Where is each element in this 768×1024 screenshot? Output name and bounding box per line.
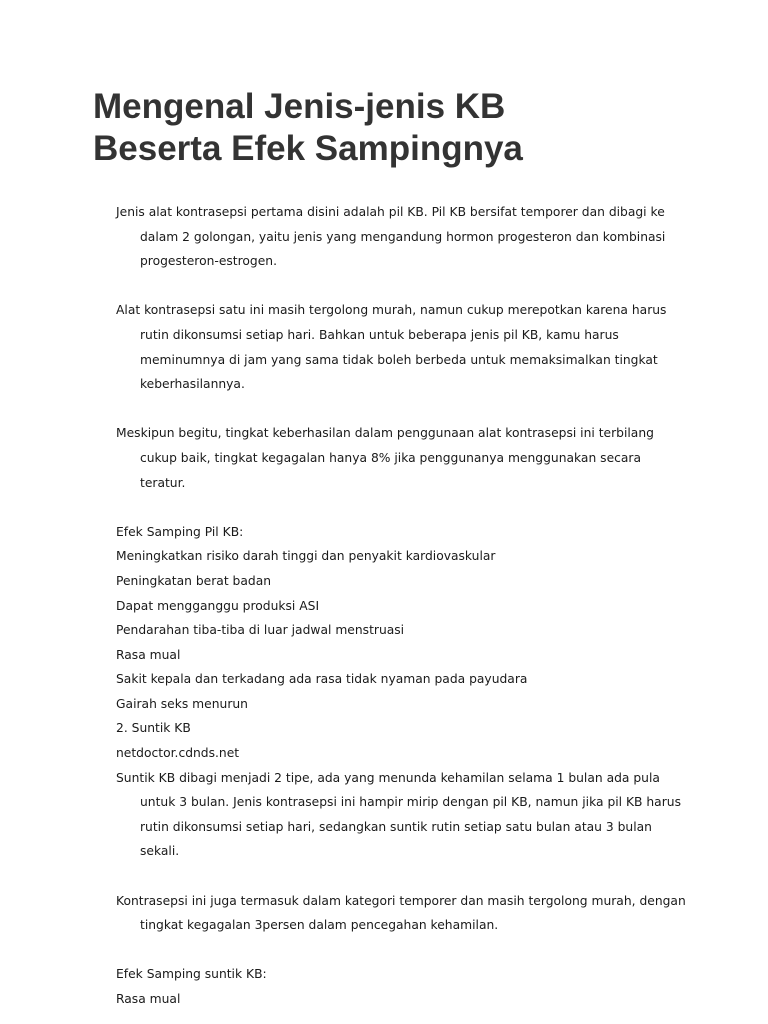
paragraph-pil-intro: Jenis alat kontrasepsi pertama disini adalah pil KB. Pil KB bersifat temporer dan dibagi ke dalam 2 golongan, yaitu jenis yang mengandung hormon progesteron dan kombinasi progesteron-estrogen. [116, 205, 666, 269]
paragraph-pil-usage: Alat kontrasepsi satu ini masih tergolong murah, namun cukup merepotkan karena harus rutin dikonsumsi setiap hari. Bahkan untuk beberapa jenis pil KB, kamu harus meminumnya di jam yang sama tidak boleh berbeda untuk memaksimalkan tingkat keberhasilannya. [116, 303, 667, 392]
list-item: Dapat mengganggu produksi ASI [116, 598, 320, 613]
paragraph-gap [116, 397, 686, 422]
list-item: Meningkatkan risiko darah tinggi dan penyakit kardiovaskular [116, 549, 496, 564]
paragraph-suntik-category: Kontrasepsi ini juga termasuk dalam kategori temporer dan masih tergolong murah, dengan tingkat kegagalan 3persen dalam pencegahan kehamilan. [116, 893, 686, 933]
image-source-caption: netdoctor.cdnds.net [116, 746, 240, 761]
list-item: Sakit kepala dan terkadang ada rasa tidak nyaman pada payudara [116, 672, 528, 687]
page-title-line-1: Mengenal Jenis-jenis KB [93, 87, 506, 126]
paragraph-suntik-intro: Suntik KB dibagi menjadi 2 tipe, ada yang menunda kehamilan selama 1 bulan ada pula untuk 3 bulan. Jenis kontrasepsi ini hampir mirip dengan pil KB, namun jika pil KB harus rutin dikonsumsi setiap hari, sedangkan suntik rutin setiap satu bulan atau 3 bulan sekali. [116, 770, 681, 859]
list-item: Rasa mual [116, 992, 181, 1006]
paragraph-gap [116, 495, 686, 520]
pil-side-effects-heading: Efek Samping Pil KB: [116, 524, 244, 539]
list-item: Peningkatan berat badan [116, 573, 272, 588]
page-title-line-2: Beserta Efek Sampingnya [93, 129, 523, 168]
list-item: Rasa mual [116, 647, 181, 662]
page-title [93, 86, 713, 170]
paragraph-gap [116, 274, 686, 299]
suntik-side-effects-heading: Efek Samping suntik KB: [116, 967, 267, 982]
suntik-section-heading: 2. Suntik KB [116, 721, 191, 736]
list-item: Gairah seks menurun [116, 696, 248, 711]
paragraph-pil-effectiveness: Meskipun begitu, tingkat keberhasilan dalam penggunaan alat kontrasepsi ini terbilang cukup baik, tingkat kegagalan hanya 8% jika penggunanya menggunakan secara teratur. [116, 426, 654, 490]
list-item: Pendarahan tiba-tiba di luar jadwal menstruasi [116, 623, 405, 638]
paragraph-gap [116, 938, 686, 963]
paragraph-gap [116, 864, 686, 889]
article-body [116, 200, 686, 1012]
